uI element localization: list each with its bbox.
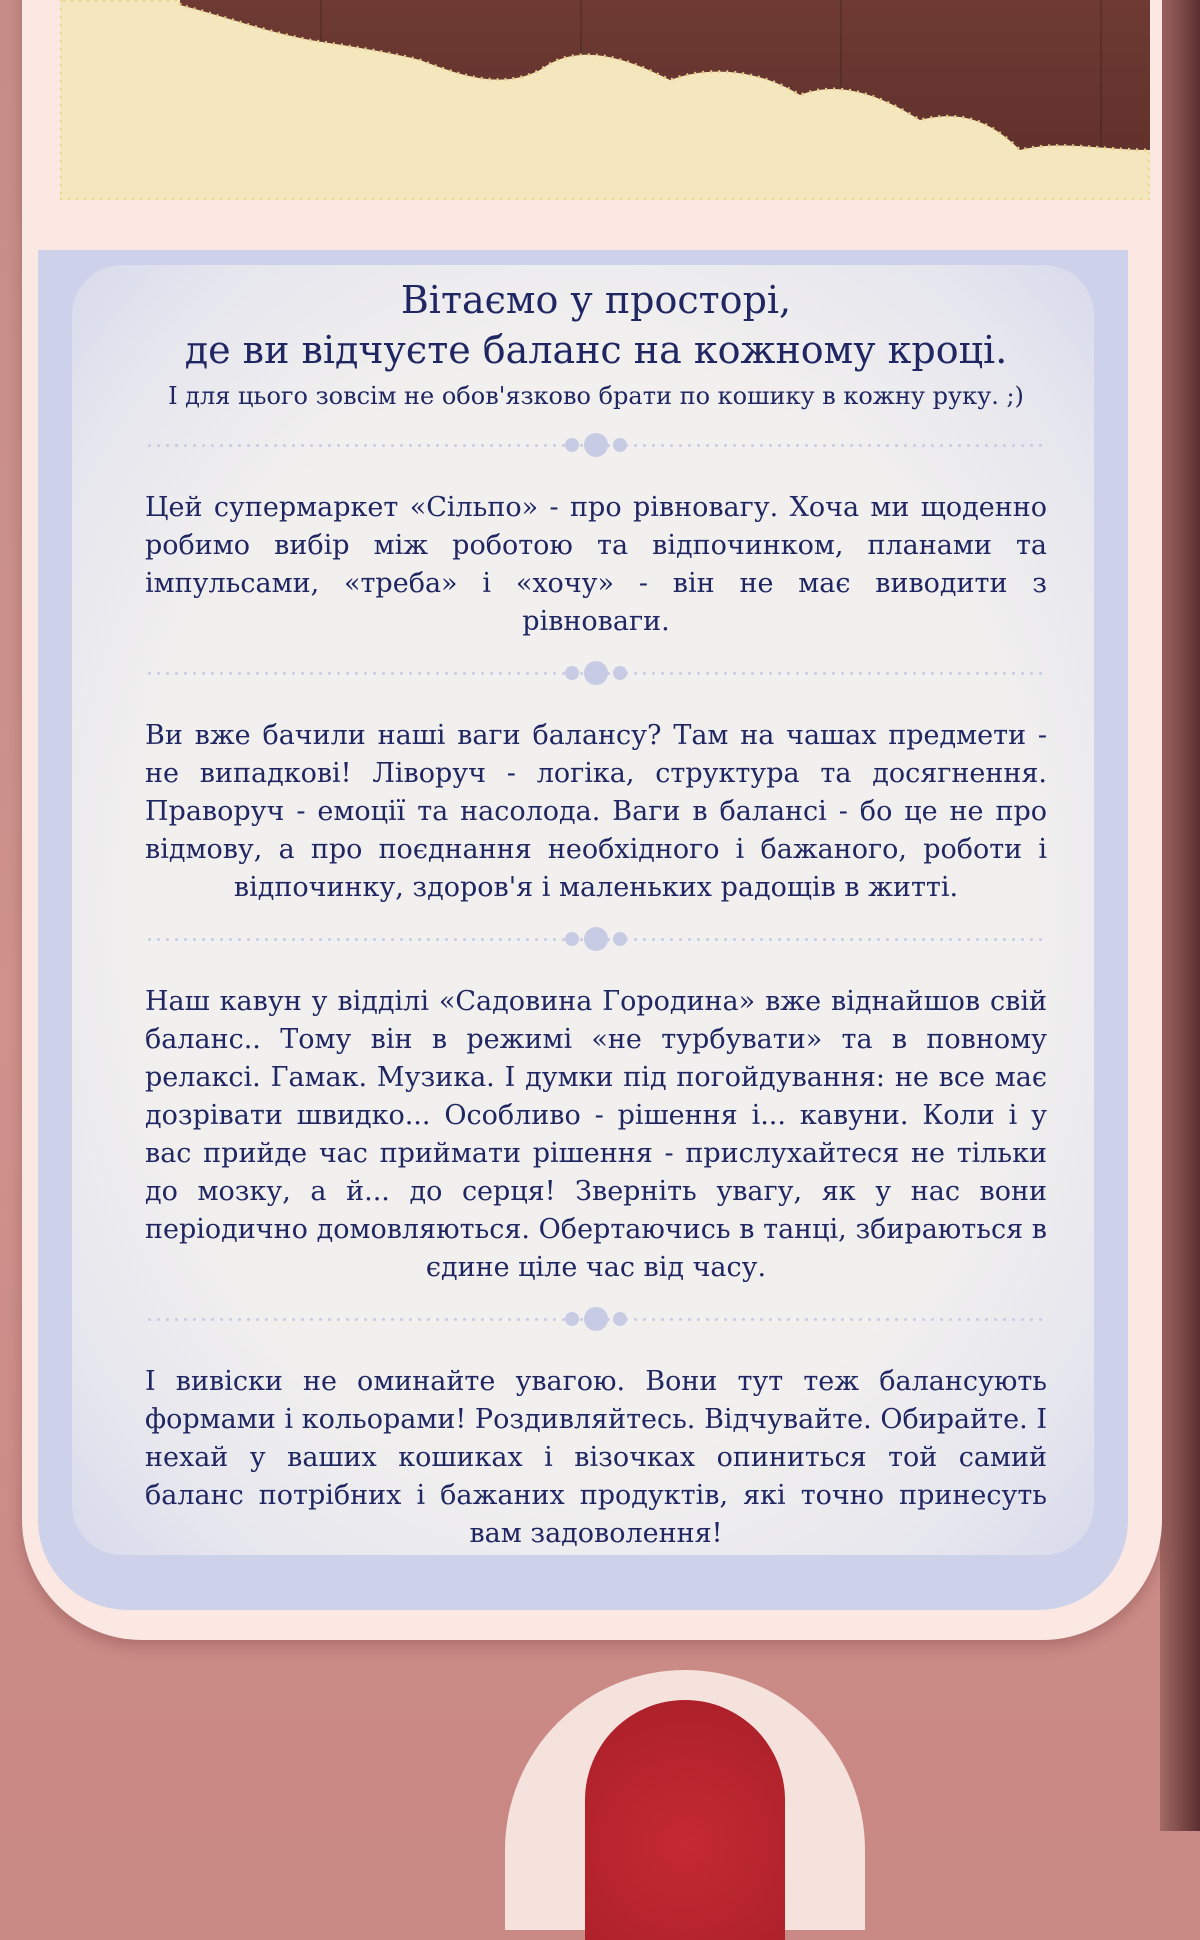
red-handle-detail xyxy=(585,1700,785,1940)
paragraph-watermelon: Наш кавун у відділі «Садовина Городина» вже віднайшов свій баланс.. Тому він в режимі «не турбувати» та в повному релаксі. Гамак. Музика. І думки під погойдування: не все має дозрівати швидко... Особливо - рішення і... кавуни. Коли і у вас прийде час приймати рішення - прислухайтеся не тільки до мозку, а й... до серця! Зверніть увагу, як у нас вони періодично домовляються. Обертаючись в танці, збираються в єдине ціле час від часу. xyxy=(145,986,1047,1283)
sign-subtitle: І для цього зовсім не обов'язково брати по кошику в кожну руку. ;) xyxy=(168,382,1024,410)
dotted-divider xyxy=(145,1307,1047,1331)
paragraph-scales: Ви вже бачили наші ваги балансу? Там на чашах предмети - не випадкові! Ліворуч - логіка, структура та досягнення. Праворуч - емоції та насолода. Ваги в балансі - бо це не про відмову, а про поєднання необхідного і бажаного, роботи і відпочинку, здоров'я і маленьких радощів в житті. xyxy=(145,720,1047,903)
title-line-1: Вітаємо у просторі, xyxy=(400,278,792,322)
paragraph-balance: Цей супермаркет «Сільпо» - про рівновагу. Хоча ми щоденно робимо вибір між роботою та відпочинком, планами та імпульсами, «треба» і «хочу» - він не має виводити з рівноваги. xyxy=(145,492,1047,637)
paragraph-signage: І вивіски не оминайте увагою. Вони тут теж балансують формами і кольорами! Роздивляйтесь. Відчувайте. Обирайте. І нехай у ваших кошиках і візочках опиниться той самий баланс потрібних і бажаних продуктів, які точно принесуть вам задоволення! xyxy=(145,1366,1047,1549)
wall-shadow-edge xyxy=(1160,0,1200,1831)
dotted-divider xyxy=(145,927,1047,951)
foam-illustration xyxy=(60,0,1150,200)
sign-title xyxy=(145,275,1047,375)
title-line-2: де ви відчуєте баланс на кожному кроці. xyxy=(184,328,1008,372)
sign-content xyxy=(145,275,1047,1553)
dotted-divider xyxy=(145,661,1047,685)
dotted-divider xyxy=(145,433,1047,457)
